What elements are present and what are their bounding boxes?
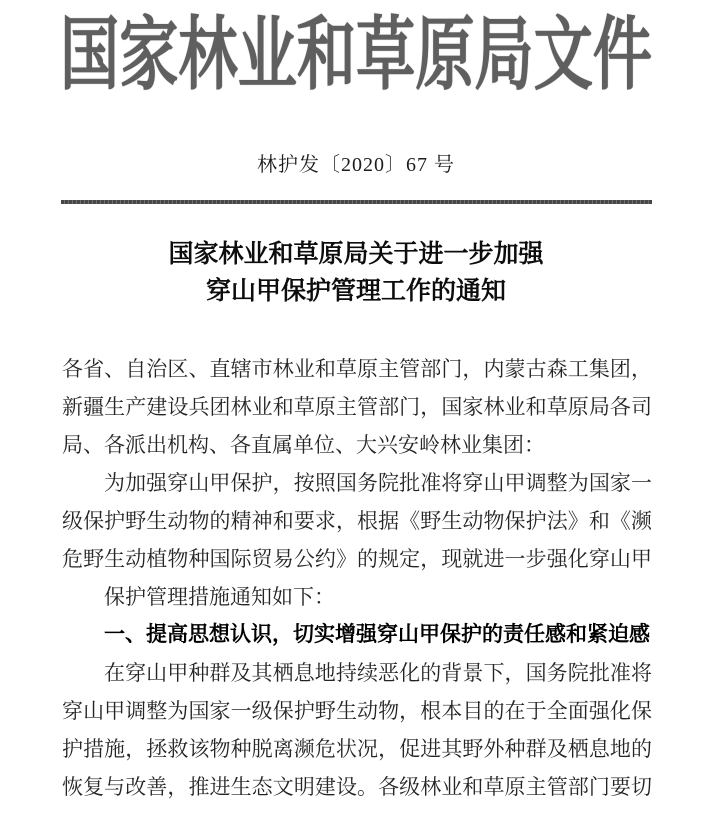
- agency-masthead-title: 国家林业和草原局文件: [60, 12, 652, 100]
- separator-line: [61, 200, 652, 204]
- body-line: 新疆生产建设兵团林业和草原主管部门，国家林业和草原局各司: [62, 395, 652, 419]
- document-title-line1: 国家林业和草原局关于进一步加强: [168, 241, 544, 268]
- body-line: 局、各派出机构、各直属单位、大兴安岭林业集团：: [62, 433, 545, 457]
- section-heading: 一、提高思想认识，切实增强穿山甲保护的责任感和紧迫感: [104, 623, 650, 646]
- body-line: 在穿山甲种群及其栖息地持续恶化的背景下，国务院批准将: [104, 661, 652, 685]
- body-line: 保护管理措施通知如下：: [104, 585, 335, 609]
- body-line: 级保护野生动物的精神和要求，根据《野生动物保护法》和《濒: [62, 509, 652, 533]
- body-line: 护措施，拯救该物种脱离濒危状况，促进其野外种群及栖息地的: [62, 737, 652, 761]
- body-line: 危野生动植物种国际贸易公约》的规定，现就进一步强化穿山甲: [62, 547, 652, 571]
- body-line: 穿山甲调整为国家一级保护野生动物，根本目的在于全面强化保: [62, 699, 652, 723]
- agency-masthead: [0, 10, 712, 102]
- document-title-line2: 穿山甲保护管理工作的通知: [205, 278, 506, 305]
- body-line: 恢复与改善，推进生态文明建设。各级林业和草原主管部门要切: [62, 775, 652, 799]
- document-title: [0, 236, 712, 310]
- body-line: 为加强穿山甲保护，按照国务院批准将穿山甲调整为国家一: [104, 471, 652, 495]
- document-number: 林护发〔2020〕67 号: [257, 154, 455, 176]
- document-body: [62, 350, 652, 806]
- body-line: 各省、自治区、直辖市林业和草原主管部门，内蒙古森工集团，: [62, 357, 652, 381]
